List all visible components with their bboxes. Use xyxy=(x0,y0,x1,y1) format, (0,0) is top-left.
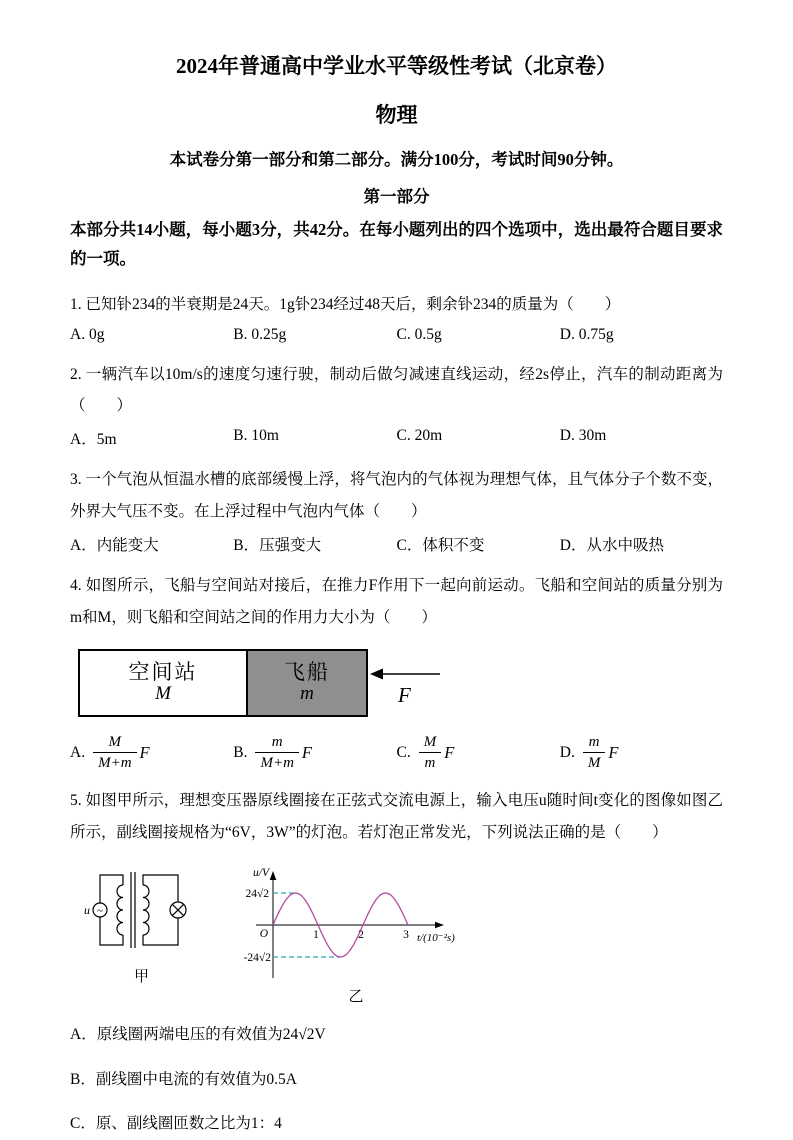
option-c: C. 20m xyxy=(396,427,443,445)
force-label: F xyxy=(398,682,411,707)
option-c: C．体积不变 xyxy=(396,536,485,554)
circuit-caption: 甲 xyxy=(133,968,149,985)
question-4-options xyxy=(70,733,723,772)
option-b: B. 10m xyxy=(233,427,279,445)
ac-source-icon: ~ xyxy=(97,904,103,917)
fraction xyxy=(583,733,606,772)
fraction-numerator: m xyxy=(583,733,606,753)
part1-instructions: 本部分共14小题，每小题3分，共42分。在每小题列出的四个选项中，选出最符合题目要求的一项。 xyxy=(70,220,723,269)
question-2-stem: 2. 一辆汽车以10m/s的速度匀速行驶，制动后做匀减速直线运动，经2s停止，汽车的制动距离为（ ） xyxy=(70,365,723,415)
option-label: B. xyxy=(233,743,248,761)
fraction-denominator: M+m xyxy=(98,755,132,772)
option-c xyxy=(397,733,560,772)
question-1 xyxy=(70,289,723,344)
fraction-denominator: M+m xyxy=(260,755,294,772)
fraction xyxy=(93,733,136,772)
fraction-suffix: F xyxy=(301,742,313,762)
option-c: C. 0.5g xyxy=(396,325,442,343)
fraction-suffix: F xyxy=(608,742,619,762)
question-2-options xyxy=(70,427,723,449)
exam-title: 2024年普通高中学业水平等级性考试（北京卷） xyxy=(176,54,617,78)
x-tick-3: 3 xyxy=(403,928,409,941)
voltage-time-graph-icon xyxy=(231,863,481,983)
option-a: A．内能变大 xyxy=(70,536,159,554)
spaceship-label: 飞船 xyxy=(284,660,330,685)
option-b: B. 0.25g xyxy=(233,325,287,343)
option-d: D. 30m xyxy=(559,427,607,445)
option-b xyxy=(233,733,396,772)
fraction-suffix: F xyxy=(139,742,150,762)
fraction-numerator: m xyxy=(255,733,298,753)
spacecraft-docking-figure xyxy=(78,649,723,717)
option-a: A. 0g xyxy=(70,325,105,343)
option-b: B．压强变大 xyxy=(233,536,322,554)
peak-value-label: 24√2 xyxy=(245,887,269,900)
exam-note: 本试卷分第一部分和第二部分。满分100分，考试时间90分钟。 xyxy=(169,150,624,170)
fraction-numerator: M xyxy=(419,733,442,753)
x-tick-2: 2 xyxy=(358,928,364,941)
docked-vehicles-box xyxy=(78,649,368,717)
spaceship-block xyxy=(246,651,366,715)
fraction-numerator: M xyxy=(93,733,136,753)
question-5-stem: 5. 如图甲所示，理想变压器原线圈接在正弦式交流电源上，输入电压u随时间t变化的图像如图乙所示，副线圈接规格为“6V，3W”的灯泡。若灯泡正常发光，下列说法正确的是（ ） xyxy=(70,792,723,842)
question-2 xyxy=(70,359,723,450)
option-a xyxy=(70,733,233,772)
force-annotation xyxy=(368,661,448,706)
fraction-suffix: F xyxy=(444,742,455,762)
space-station-mass: M xyxy=(155,683,171,705)
question-3-options xyxy=(70,533,723,555)
trough-value-label: -24√2 xyxy=(243,951,271,964)
question-5 xyxy=(70,785,723,1140)
option-label: D. xyxy=(559,743,575,761)
space-station-block xyxy=(80,651,246,715)
option-d: D．从水中吸热 xyxy=(559,536,664,554)
option-label: C. xyxy=(396,743,411,761)
question-4-stem: 4. 如图所示，飞船与空间站对接后，在推力F作用下一起向前运动。飞船和空间站的质量分别为m和M，则飞船和空间站之间的作用力大小为（ ） xyxy=(70,576,723,626)
voltage-graph xyxy=(231,863,481,1006)
option-a: A．5m xyxy=(70,431,117,449)
x-axis-label: t/(10⁻²s) xyxy=(417,931,455,944)
y-axis-label: u/V xyxy=(253,866,269,879)
question-1-stem: 1. 已知钋234的半衰期是24天。1g钋234经过48天后，剩余钋234的质量为（ ） xyxy=(70,295,621,313)
option-b: B．副线圈中电流的有效值为0.5A xyxy=(70,1070,297,1088)
option-d xyxy=(560,733,723,772)
origin-label: O xyxy=(259,927,268,940)
spaceship-mass: m xyxy=(300,683,314,705)
space-station-label: 空间站 xyxy=(128,660,198,685)
fraction-denominator: m xyxy=(424,755,436,772)
question-3 xyxy=(70,464,723,555)
option-d: D. 0.75g xyxy=(559,325,614,343)
option-label: A. xyxy=(70,743,86,761)
exam-subject: 物理 xyxy=(375,103,418,128)
fraction xyxy=(419,733,442,772)
option-c: C．原、副线圈匝数之比为1：4 xyxy=(70,1115,282,1133)
question-1-options xyxy=(70,326,723,344)
part1-title: 第一部分 xyxy=(363,187,430,207)
question-4 xyxy=(70,570,723,773)
fraction-denominator: M xyxy=(587,755,601,772)
transformer-figure xyxy=(78,863,723,1006)
fraction xyxy=(255,733,298,772)
question-3-stem: 3. 一个气泡从恒温水槽的底部缓慢上浮，将气泡内的气体视为理想气体，且气体分子个数不变，外界大气压不变。在上浮过程中气泡内气体（ ） xyxy=(70,471,723,520)
circuit-diagram xyxy=(78,863,205,986)
graph-caption: 乙 xyxy=(348,988,364,1005)
option-a: A．原线圈两端电压的有效值为24√2V xyxy=(70,1025,326,1043)
source-voltage-label: u xyxy=(84,902,90,917)
transformer-circuit-icon xyxy=(78,863,205,963)
x-tick-1: 1 xyxy=(313,928,319,941)
